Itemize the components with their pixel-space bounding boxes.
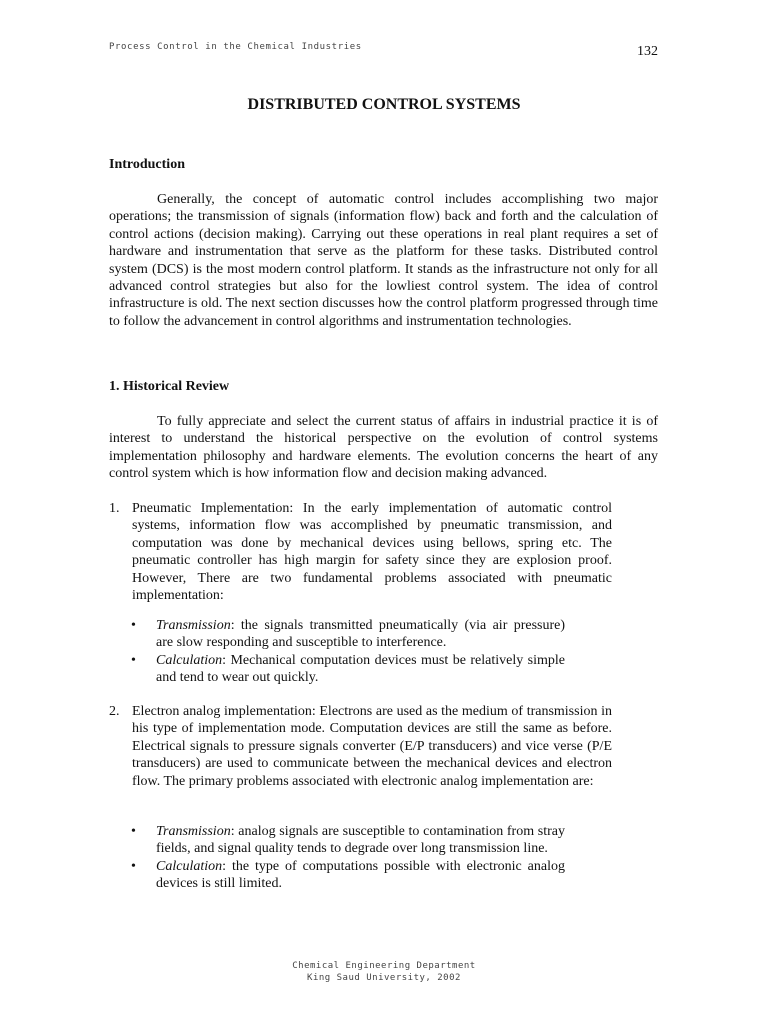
historical-review-paragraph: To fully appreciate and select the current status of affairs in industrial practice it is of interest to understand the historical perspective on the evolution of control systems implementation philosophy and hardware elements. The evolution concerns the heart of any control system which is how information flow and decision making advanced.	[109, 414, 658, 482]
numbered-item-1	[109, 500, 612, 604]
item-number: 2.	[109, 704, 120, 719]
bullet-icon: •	[131, 824, 136, 839]
page-number: 132	[637, 44, 658, 59]
footer-university: King Saud University, 2002	[307, 973, 461, 983]
bullet-list-2	[131, 823, 565, 893]
bullet-item	[131, 858, 565, 893]
bullet-item	[131, 617, 565, 652]
bullet-text: : the type of computations possible with electronic analog devices is still limited.	[156, 858, 565, 892]
item-number: 1.	[109, 501, 120, 516]
item-text: Pneumatic Implementation: In the early implementation of automatic control systems, information flow was accomplished by pneumatic transmission, and computation was done by mechanical devices using bellows, spring etc. The pneumatic controller has high margin for safety since they are explosion proof. However, There are two fundamental problems associated with pneumatic implementation:	[132, 501, 612, 604]
page-footer	[0, 960, 768, 984]
bullet-icon: •	[131, 618, 136, 633]
item-text: Electron analog implementation: Electrons are used as the medium of transmission in his type of implementation mode. Computation devices are still the same as before. Electrical signals to pressure signals converter (E/P transducers) and vice verse (P/E transducers) are used to communicate between the mechanical devices and electron flow. The primary problems associated with electronic analog implementation are:	[132, 704, 612, 789]
bullet-term: Transmission	[156, 824, 231, 839]
running-header: Process Control in the Chemical Industries	[109, 42, 362, 52]
introduction-paragraph: Generally, the concept of automatic control includes accomplishing two major operations; the transmission of signals (information flow) back and forth and the calculation of control actions (decision making). Carrying out these operations in real plant requires a set of hardware and instrumentation that serve as the platform for these tasks. Distributed control system (DCS) is the most modern control platform. It stands as the infrastructure not only for all advanced control strategies but also for the lowliest control system. The idea of control infrastructure is old. The next section discusses how the control platform progressed through time to follow the advancement in control algorithms and instrumentation technologies.	[109, 192, 658, 329]
section-heading-historical-review: 1. Historical Review	[109, 379, 230, 394]
footer-department: Chemical Engineering Department	[292, 961, 476, 971]
bullet-text: : analog signals are susceptible to contamination from stray fields, and signal quality tends to degrade over long transmission line.	[156, 824, 565, 857]
bullet-item	[131, 652, 565, 687]
bullet-text: : the signals transmitted pneumatically (via air pressure) are slow responding and susceptible to interference.	[156, 618, 565, 651]
bullet-term: Calculation	[156, 858, 223, 874]
bullet-icon: •	[131, 858, 136, 874]
numbered-item-2	[109, 703, 612, 790]
bullet-icon: •	[131, 652, 136, 668]
bullet-term: Transmission	[156, 618, 231, 633]
bullet-list-1	[131, 617, 565, 687]
bullet-term: Calculation	[156, 652, 223, 668]
bullet-item	[131, 823, 565, 858]
bullet-text: : Mechanical computation devices must be relatively simple and tend to wear out quickly.	[156, 652, 565, 686]
document-title: DISTRIBUTED CONTROL SYSTEMS	[247, 96, 521, 113]
section-heading-introduction: Introduction	[109, 157, 185, 172]
